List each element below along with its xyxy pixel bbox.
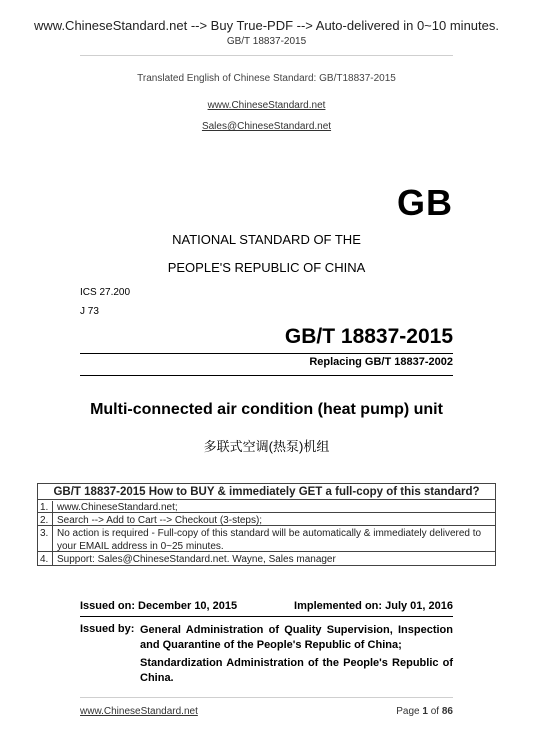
page-prefix: Page: [396, 706, 420, 717]
list-item: [38, 499, 495, 513]
step-number: 1.: [40, 502, 49, 513]
list-item: [38, 525, 495, 552]
buy-box-heading: GB/T 18837-2015 How to BUY & immediately GET a full-copy of this standard?: [53, 486, 480, 498]
issuer-aqsiq: General Administration of Quality Supervision, Inspection and Quarantine of the People's Republic of China;: [140, 624, 453, 651]
ics-code: ICS 27.200: [80, 287, 131, 298]
standard-number-rule: [80, 353, 453, 354]
replacing-rule: [80, 375, 453, 376]
classification-code: J 73: [80, 306, 99, 317]
step-number: 4.: [40, 554, 49, 565]
gb-logo: GB: [397, 182, 453, 223]
top-banner: www.ChineseStandard.net --> Buy True-PDF --> Auto-delivered in 0~10 minutes.: [34, 18, 499, 33]
title-chinese: 多联式空调(热泵)机组: [203, 439, 330, 454]
step-text: Search --> Add to Cart --> Checkout (3-steps);: [52, 514, 491, 527]
page-indicator: [396, 706, 453, 717]
page-current: 1: [422, 706, 428, 717]
email-link-wrap: [0, 116, 533, 134]
translation-line: Translated English of Chinese Standard: GB/T18837-2015: [137, 73, 396, 84]
step-number: 3.: [40, 528, 49, 539]
email-link[interactable]: Sales@ChineseStandard.net: [201, 121, 332, 132]
page-of: of: [430, 706, 440, 717]
national-standard-line1: NATIONAL STANDARD OF THE: [172, 232, 361, 247]
page-total: 86: [441, 706, 453, 717]
step-text: No action is required - Full-copy of this standard will be automatically & immediately delivered to your EMAIL address in 0~25 minutes.: [52, 527, 491, 553]
standard-number: GB/T 18837-2015: [284, 325, 453, 348]
buy-instructions-box: [37, 483, 496, 566]
implemented-on-date: Implemented on: July 01, 2016: [294, 600, 453, 612]
title-english: Multi-connected air condition (heat pump) unit: [90, 401, 443, 418]
dates-rule: [80, 616, 453, 617]
list-item: [38, 512, 495, 526]
header-divider: [80, 55, 453, 56]
issued-by-label: Issued by:: [80, 623, 135, 635]
national-standard-line2: PEOPLE'S REPUBLIC OF CHINA: [167, 260, 366, 275]
replacing-standard: Replacing GB/T 18837-2002: [309, 356, 453, 368]
header-standard-code: GB/T 18837-2015: [226, 36, 307, 47]
step-number: 2.: [40, 515, 49, 526]
issuer-sac: Standardization Administration of the People's Republic of China.: [140, 657, 453, 684]
step-text[interactable]: www.ChineseStandard.net;: [52, 501, 491, 514]
website-link[interactable]: www.ChineseStandard.net: [207, 100, 326, 111]
list-item: [38, 551, 495, 566]
footer-divider: [80, 697, 453, 698]
step-text: Support: Sales@ChineseStandard.net. Wayne, Sales manager: [52, 553, 491, 566]
website-link-wrap: [0, 95, 533, 113]
footer-website-link[interactable]: www.ChineseStandard.net: [80, 706, 198, 717]
issued-on-date: Issued on: December 10, 2015: [80, 600, 238, 612]
